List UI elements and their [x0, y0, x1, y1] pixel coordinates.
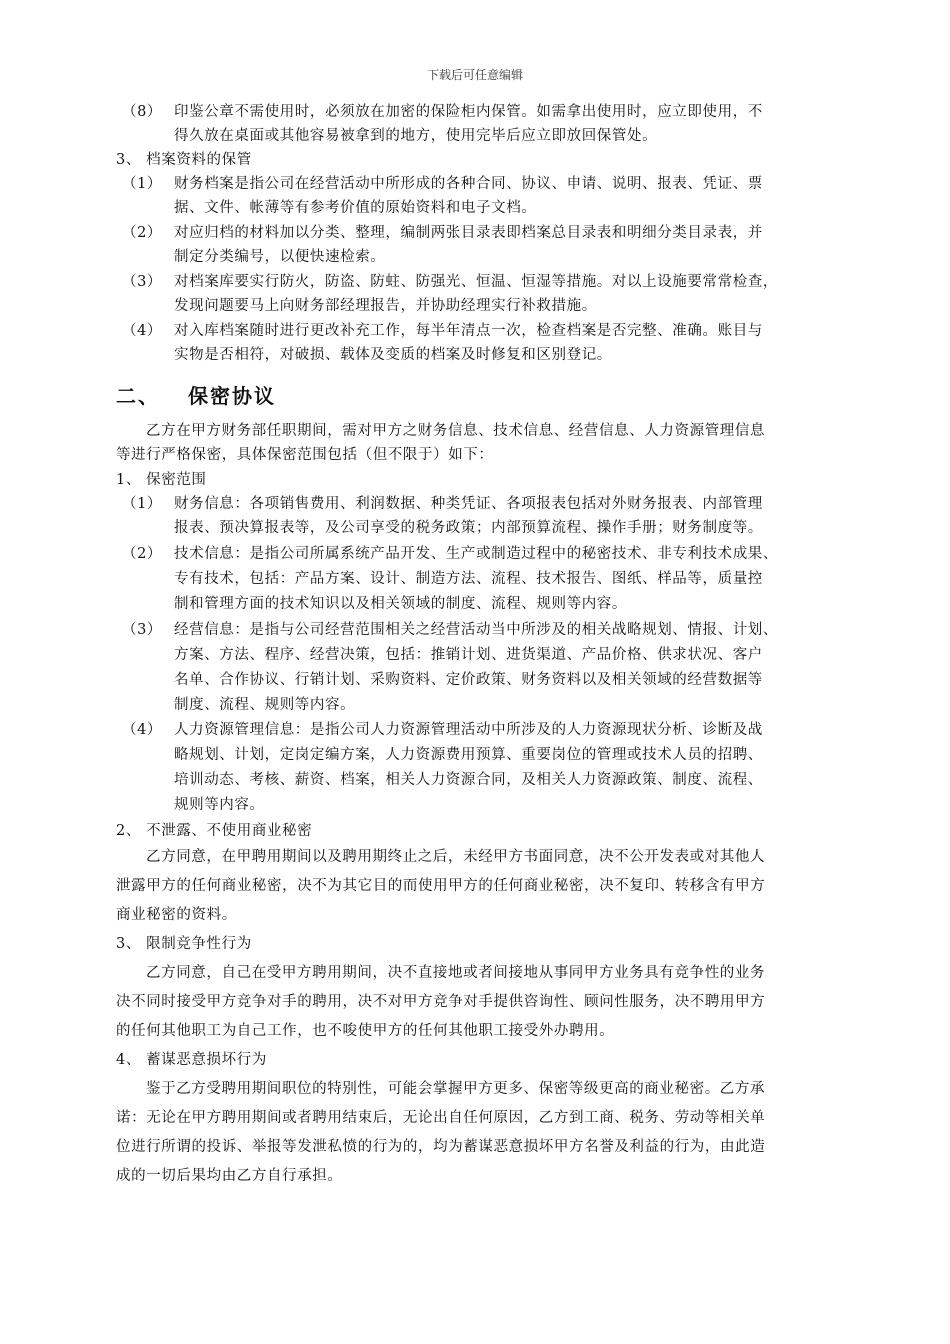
item-number: （1）: [122, 496, 163, 512]
item-number: （3）: [122, 622, 163, 638]
item-text: 制度、流程、规则等内容。: [174, 697, 356, 713]
section-heading: 1、 保密范围: [116, 472, 207, 488]
item-number: （2）: [122, 225, 163, 241]
item-text: 对档案库要实行防火，防盗、防蛀、防强光、恒温、恒湿等措施。对以上设施要常常检查，: [174, 274, 778, 290]
page-header: 下载后可任意编辑: [426, 68, 523, 82]
item-text: 名单、合作协议、行销计划、采购资料、定价政策、财务资料以及相关领域的经营数据等: [174, 672, 763, 688]
paragraph-line: 商业秘密的资料。: [116, 907, 237, 923]
item-text: 方案、方法、程序、经营决策，包括：推销计划、进货渠道、产品价格、供求状况、客户: [174, 647, 763, 663]
item-number: （4）: [122, 323, 163, 339]
item-number: （2）: [122, 546, 163, 562]
item-text: 略规划、计划，定岗定编方案，人力资源费用预算、重要岗位的管理或技术人员的招聘、: [174, 747, 763, 763]
section-heading: 2、 不泄露、不使用商业秘密: [116, 823, 313, 839]
item-text: 经营信息：是指与公司经营范围相关之经营活动当中所涉及的相关战略规划、情报、计划、: [174, 622, 778, 638]
item-text: 发现问题要马上向财务部经理报告，并协助经理实行补救措施。: [174, 298, 597, 314]
item-text: 人力资源管理信息：是指公司人力资源管理活动中所涉及的人力资源现状分析、诊断及战: [174, 722, 763, 738]
chapter-heading: [116, 380, 276, 409]
item-number: （3）: [122, 274, 163, 290]
paragraph-line: 的任何其他职工为自己工作，也不唆使甲方的任何其他职工接受外办聘用。: [116, 1023, 615, 1039]
item-text: 财务信息：各项销售费用、利润数据、种类凭证、各项报表包括对外财务报表、内部管理: [174, 496, 763, 512]
section-heading: 4、 蓄谋恶意损坏行为: [116, 1052, 267, 1068]
item-text: 实物是否相符，对破损、载体及变质的档案及时修复和区别登记。: [174, 347, 612, 363]
paragraph-line: 决不同时接受甲方竞争对手的聘用，决不对甲方竞争对手提供咨询性、顾问性服务，决不聘用甲方: [116, 994, 766, 1010]
paragraph-line: 泄露甲方的任何商业秘密，决不为其它目的而使用甲方的任何商业秘密，决不复印、转移含有甲方: [116, 878, 766, 894]
item-text: 得久放在桌面或其他容易被拿到的地方，使用完毕后应立即放回保管处。: [174, 128, 658, 144]
item-text: 对应归档的材料加以分类、整理，编制两张目录表即档案总目录表和明细分类目录表，并: [174, 225, 763, 241]
item-number: （8）: [122, 104, 163, 120]
paragraph-line: 鉴于乙方受聘用期间职位的特别性，可能会掌握甲方更多、保密等级更高的商业秘密。乙方承: [146, 1081, 766, 1097]
item-text: 据、文件、帐薄等有参考价值的原始资料和电子文档。: [174, 200, 537, 216]
item-text: 印鉴公章不需使用时，必须放在加密的保险柜内保管。如需拿出使用时，应立即使用，不: [174, 104, 763, 120]
item-text: 培训动态、考核、薪资、档案，相关人力资源合同，及相关人力资源政策、制度、流程、: [174, 772, 763, 788]
item-text: 专有技术，包括：产品方案、设计、制造方法、流程、技术报告、图纸、样品等，质量控: [174, 571, 763, 587]
item-number: （1）: [122, 176, 163, 192]
item-text: 技术信息：是指公司所属系统产品开发、生产或制造过程中的秘密技术、非专利技术成果、: [174, 546, 778, 562]
paragraph-line: 等进行严格保密，具体保密范围包括（但不限于）如下：: [116, 447, 494, 463]
chapter-number: 二、: [116, 384, 160, 408]
item-text: 制和管理方面的技术知识以及相关领域的制度、流程、规则等内容。: [174, 596, 627, 612]
paragraph-line: 乙方在甲方财务部任职期间，需对甲方之财务信息、技术信息、经营信息、人力资源管理信息: [146, 423, 766, 439]
chapter-title: 保密协议: [188, 384, 276, 408]
item-text: 报表、预决算报表等，及公司享受的税务政策；内部预算流程、操作手册；财务制度等。: [174, 520, 763, 536]
item-text: 制定分类编号，以便快速检索。: [174, 249, 386, 265]
item-text: 规则等内容。: [174, 797, 265, 813]
paragraph-line: 成的一切后果均由乙方自行承担。: [116, 1168, 343, 1184]
paragraph-line: 乙方同意，在甲聘用期间以及聘用期终止之后，未经甲方书面同意，决不公开发表或对其他人: [146, 849, 766, 865]
section-heading: 3、 档案资料的保管: [116, 152, 252, 168]
paragraph-line: 位进行所谓的投诉、举报等发泄私愤的行为的，均为蓄谋恶意损坏甲方名誉及利益的行为，由此造: [116, 1139, 766, 1155]
paragraph-line: 乙方同意，自己在受甲方聘用期间，决不直接地或者间接地从事同甲方业务具有竞争性的业务: [146, 965, 766, 981]
section-heading: 3、 限制竞争性行为: [116, 936, 252, 952]
item-text: 对入库档案随时进行更改补充工作，每半年清点一次，检查档案是否完整、准确。账目与: [174, 323, 763, 339]
paragraph-line: 诺：无论在甲方聘用期间或者聘用结束后，无论出自任何原因，乙方到工商、税务、劳动等相关单: [116, 1110, 766, 1126]
item-text: 财务档案是指公司在经营活动中所形成的各种合同、协议、申请、说明、报表、凭证、票: [174, 176, 763, 192]
item-number: （4）: [122, 722, 163, 738]
